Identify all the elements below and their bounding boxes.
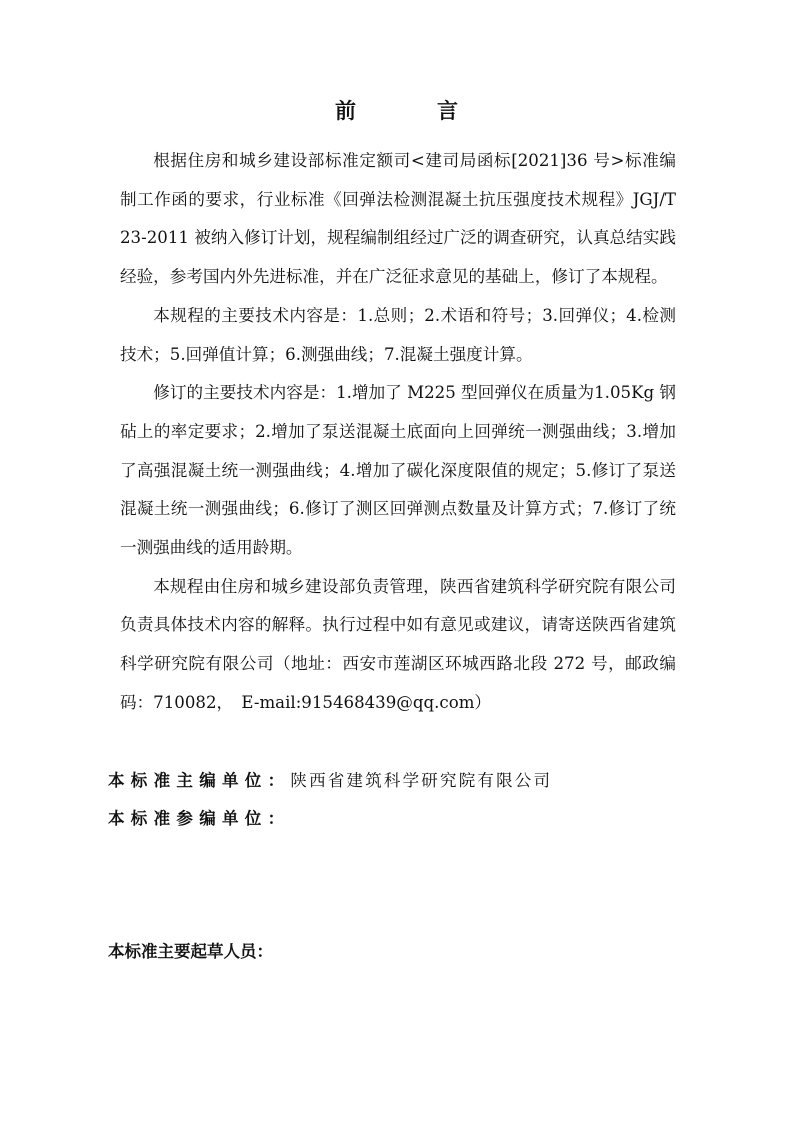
chief-editing-unit-value: 陕西省建筑科学研究院有限公司 bbox=[290, 771, 553, 790]
page-title: 前 言 bbox=[335, 98, 488, 123]
participating-unit-row bbox=[108, 800, 708, 838]
preface-body bbox=[120, 142, 676, 723]
paragraph-main-contents: 本规程的主要技术内容是：1.总则；2.术语和符号；3.回弹仪；4.检测技术；5.回弹值计算；6.测强曲线；7.混凝土强度计算。 bbox=[120, 305, 676, 364]
paragraph-background: 根据住房和城乡建设部标准定额司<建司局函标[2021]36 号>标准编制工作函的要求，行业标准《回弹法检测混凝土抗压强度技术规程》JGJ/T 23-2011 被纳入修订计划，规程编制组经过广泛的调查研究，认真总结实践经验，参考国内外先进标准，并在广泛征求意见的基础上，修订了本规程。 bbox=[120, 151, 676, 287]
participating-unit-label: 本标准参编单位： bbox=[108, 809, 291, 828]
chief-editing-unit-row bbox=[108, 762, 708, 800]
paragraph-revisions: 修订的主要技术内容是：1.增加了 M225 型回弹仪在质量为1.05Kg 钢砧上的率定要求；2.增加了泵送混凝土底面向上回弹统一测强曲线；3.增加了高强混凝土统一测强曲线；4.增加了碳化深度限值的规定；5.修订了泵送混凝土统一测强曲线；6.修订了测区回弹测点数量及计算方式；7.修订了统一测强曲线的适用龄期。 bbox=[120, 383, 676, 558]
chief-editing-unit-label: 本标准主编单位： bbox=[108, 771, 291, 790]
editing-units bbox=[108, 762, 708, 838]
main-drafters-label: 本标准主要起草人员： bbox=[108, 942, 273, 961]
paragraph-management-contact: 本规程由住房和城乡建设部负责管理，陕西省建筑科学研究院有限公司负责具体技术内容的解释。执行过程中如有意见或建议，请寄送陕西省建筑科学研究院有限公司（地址：西安市莲湖区环城西路北段 272 号，邮政编码：710082， E-mail:915468439@qq.com） bbox=[120, 576, 676, 712]
